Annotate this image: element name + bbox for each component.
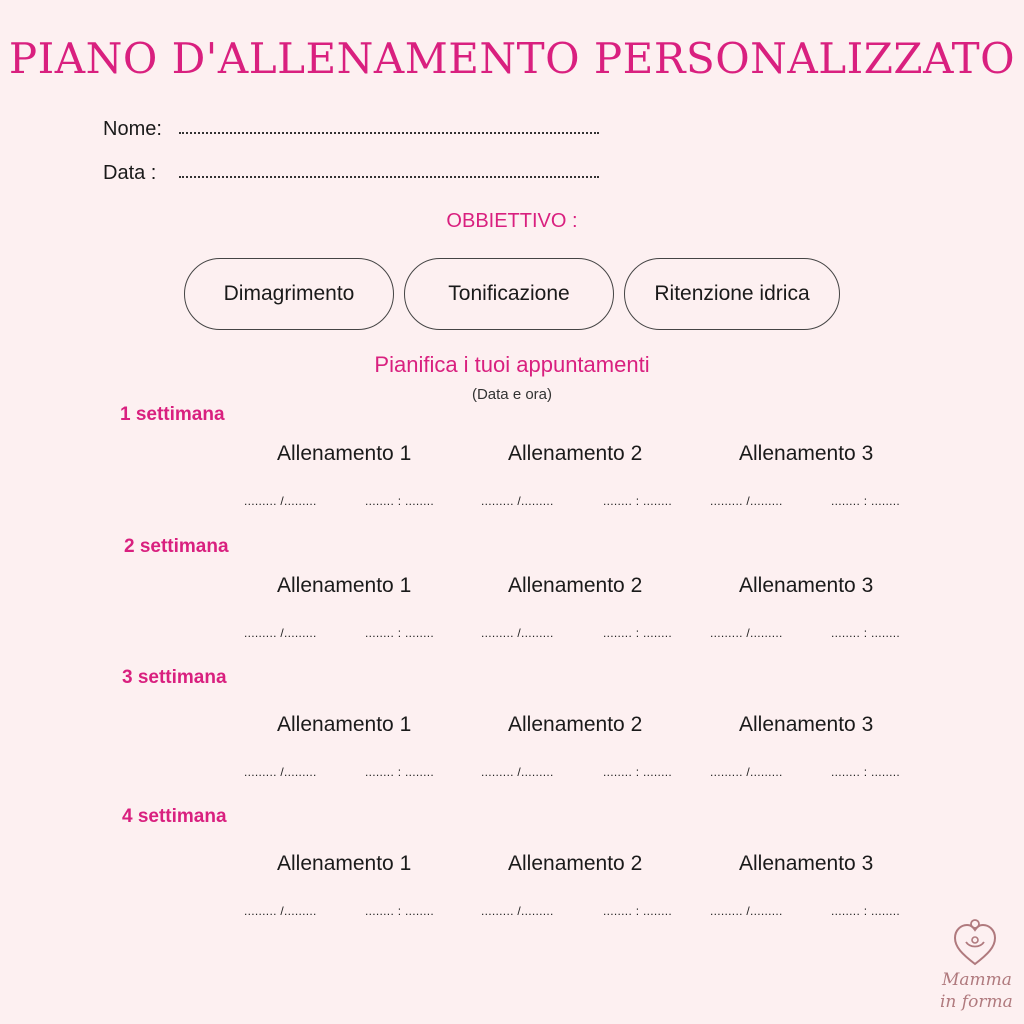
name-label: Nome:	[103, 118, 162, 140]
page-title: PIANO D'ALLENAMENTO PERSONALIZZATO	[8, 34, 1016, 83]
time-slot[interactable]: ........ : ........	[365, 904, 435, 918]
session-label: Allenamento 2	[508, 713, 643, 736]
date-slot[interactable]: ......... /.........	[481, 626, 554, 640]
session-label: Allenamento 3	[739, 442, 874, 465]
date-label: Data :	[103, 162, 157, 184]
date-slot[interactable]: ......... /.........	[481, 494, 554, 508]
week-label: 3 settimana	[122, 667, 227, 688]
session-label: Allenamento 3	[739, 574, 874, 597]
session-label: Allenamento 1	[277, 852, 412, 875]
date-slot[interactable]: ......... /.........	[481, 904, 554, 918]
date-slot[interactable]: ......... /.........	[710, 765, 783, 779]
date-slot[interactable]: ......... /.........	[244, 904, 317, 918]
date-slot[interactable]: ......... /.........	[481, 765, 554, 779]
time-slot[interactable]: ........ : ........	[831, 765, 901, 779]
session-label: Allenamento 2	[508, 442, 643, 465]
date-slot[interactable]: ......... /.........	[710, 494, 783, 508]
session-label: Allenamento 2	[508, 574, 643, 597]
session-label: Allenamento 1	[277, 574, 412, 597]
goal-label: OBBIETTIVO :	[446, 210, 578, 232]
plan-title: Pianifica i tuoi appuntamenti	[374, 352, 650, 377]
goal-option-tonificazione[interactable]: Tonificazione	[404, 258, 614, 330]
week-label: 2 settimana	[124, 536, 229, 557]
goal-option-ritenzione-idrica[interactable]: Ritenzione idrica	[624, 258, 840, 330]
plan-subtitle: (Data e ora)	[471, 386, 553, 403]
time-slot[interactable]: ........ : ........	[831, 494, 901, 508]
time-slot[interactable]: ........ : ........	[603, 626, 673, 640]
date-slot[interactable]: ......... /.........	[244, 765, 317, 779]
date-slot[interactable]: ......... /.........	[244, 626, 317, 640]
time-slot[interactable]: ........ : ........	[603, 494, 673, 508]
name-field[interactable]	[103, 118, 162, 141]
week-label: 1 settimana	[120, 404, 225, 425]
week-label: 4 settimana	[122, 806, 227, 827]
session-label: Allenamento 3	[739, 852, 874, 875]
time-slot[interactable]: ........ : ........	[365, 494, 435, 508]
session-label: Allenamento 1	[277, 442, 412, 465]
date-slot[interactable]: ......... /.........	[710, 904, 783, 918]
logo-text-line2: in forma	[940, 992, 1013, 1012]
date-dotted-line	[179, 176, 599, 178]
session-label: Allenamento 1	[277, 713, 412, 736]
time-slot[interactable]: ........ : ........	[365, 765, 435, 779]
time-slot[interactable]: ........ : ........	[365, 626, 435, 640]
time-slot[interactable]: ........ : ........	[603, 765, 673, 779]
brand-logo	[938, 918, 1018, 1018]
time-slot[interactable]: ........ : ........	[831, 626, 901, 640]
date-field[interactable]	[103, 162, 156, 185]
name-dotted-line	[179, 132, 599, 134]
session-label: Allenamento 2	[508, 852, 643, 875]
time-slot[interactable]: ........ : ........	[603, 904, 673, 918]
date-slot[interactable]: ......... /.........	[710, 626, 783, 640]
heart-mother-icon	[952, 918, 998, 968]
goal-option-dimagrimento[interactable]: Dimagrimento	[184, 258, 394, 330]
date-slot[interactable]: ......... /.........	[244, 494, 317, 508]
session-label: Allenamento 3	[739, 713, 874, 736]
time-slot[interactable]: ........ : ........	[831, 904, 901, 918]
logo-text-line1: Mamma	[942, 970, 1012, 990]
